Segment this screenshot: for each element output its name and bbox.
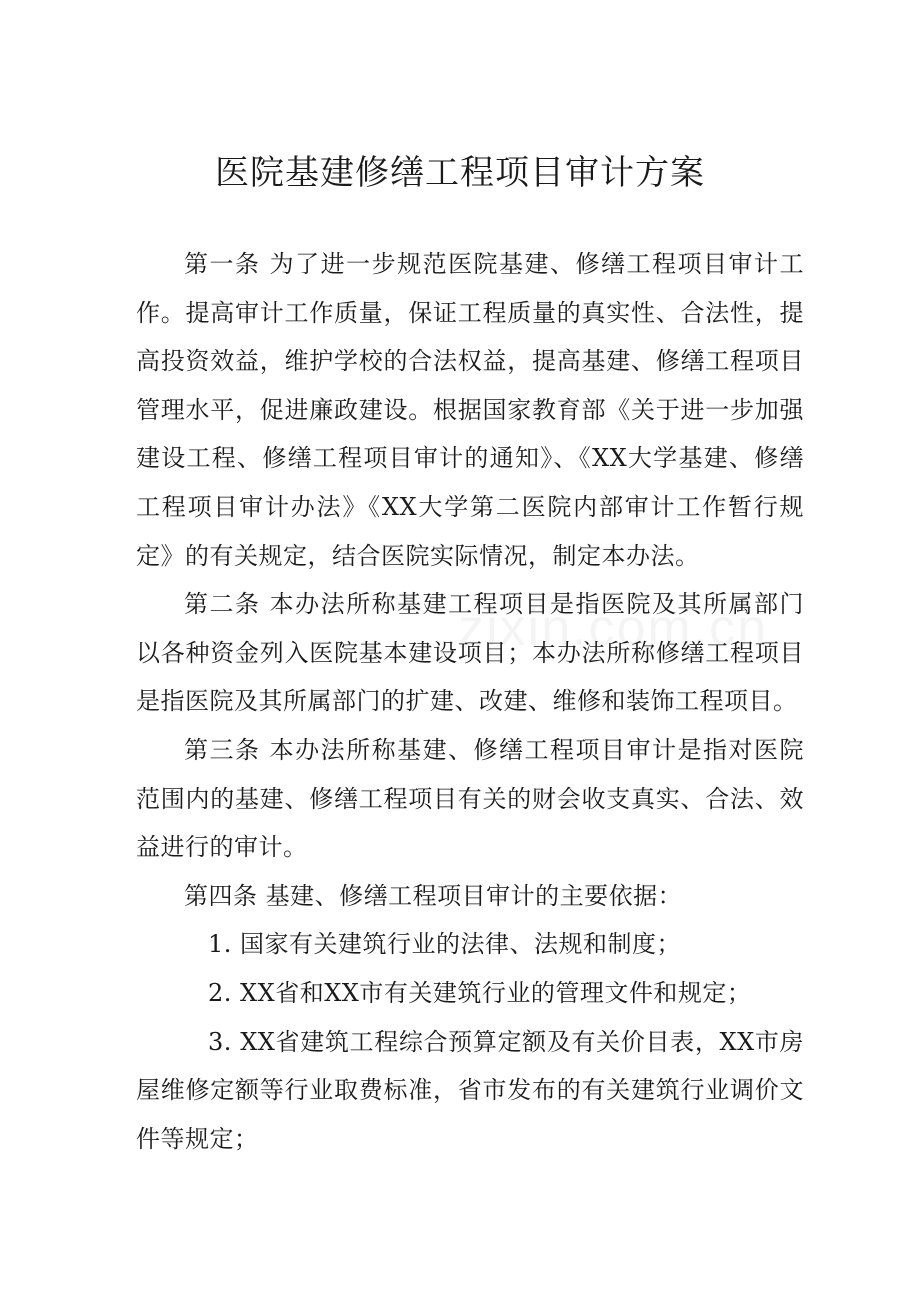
basis-list-item-2: 2. XX省和XX市有关建筑行业的管理文件和规定； bbox=[208, 978, 752, 1007]
article-2-paragraph: 第二条 本办法所称基建工程项目是指医院及其所属部门以各种资金列入医院基本建设项目；本办法所称修缮工程项目是指医院及其所属部门的扩建、改建、维修和装饰工程项目。 bbox=[136, 590, 804, 716]
document-title: 医院基建修缮工程项目审计方案 bbox=[215, 153, 705, 193]
article-3-paragraph: 第三条 本办法所称基建、修缮工程项目审计是指对医院范围内的基建、修缮工程项目有关的财会收支真实、合法、效益进行的审计。 bbox=[136, 735, 804, 862]
article-4-paragraph: 第四条 基建、修缮工程项目审计的主要依据： bbox=[184, 881, 683, 910]
basis-list-item-3: 3. XX省建筑工程综合预算定额及有关价目表，XX市房屋维修定额等行业取费标准，省市发布的有关建筑行业调价文件等规定； bbox=[136, 1027, 804, 1153]
article-1-paragraph: 第一条 为了进一步规范医院基建、修缮工程项目审计工作。提高审计工作质量，保证工程质量的真实性、合法性，提高投资效益，维护学校的合法权益，提高基建、修缮工程项目管理水平，促进廉政建设。根据国家教育部《关于进一步加强建设工程、修缮工程项目审计的通知》、《XX大学基建、修缮工程项目审计办法》《XX大学第二医院内部审计工作暂行规定》的有关规定，结合医院实际情况，制定本办法。 bbox=[136, 250, 804, 570]
document-body bbox=[136, 240, 804, 1163]
basis-list-item-1: 1. 国家有关建筑行业的法律、法规和制度； bbox=[208, 930, 682, 959]
